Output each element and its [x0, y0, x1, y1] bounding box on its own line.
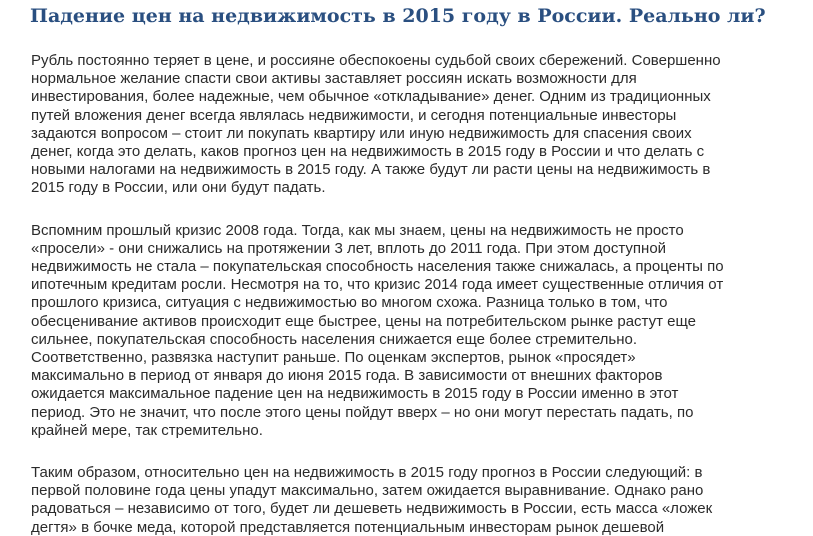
text-line: инвестирования, более надежные, чем обычное «откладывание» денег. Одним из традиционных [31, 88, 711, 106]
article-title: Падение цен на недвижимость в 2015 году в России. Реально ли? [30, 5, 766, 27]
text-line: задаются вопросом – стоит ли покупать квартиру или иную недвижимость для спасения своих [31, 124, 692, 142]
text-line: крайней мере, так стремительно. [31, 421, 263, 439]
text-line: дегтя» в бочке меда, которой представляется потенциальным инвесторам рынок дешевой [31, 518, 665, 536]
text-line: прошлого кризиса, ситуация с недвижимостью во многом схожа. Разница только в том, что [31, 294, 668, 312]
text-line: денег, когда это делать, каков прогноз цен на недвижимость в 2015 году в России и что делать с [31, 143, 705, 161]
text-line: новыми налогами на недвижимость в 2015 году. А также будут ли расти цены на недвижимость в [31, 161, 711, 179]
text-line: обесценивание активов происходит еще быстрее, цены на потребительском рынке растут еще [31, 312, 696, 330]
text-line: «просели» - они снижались на протяжении 3 лет, вплоть до 2011 года. При этом доступной [31, 239, 667, 257]
text-line: ожидается максимальное падение цен на недвижимость в 2015 году в России именно в этот [31, 385, 679, 403]
text-line: нормальное желание спасти свои активы заставляет россиян искать возможности для [31, 70, 637, 88]
paragraph-2 [31, 222, 801, 440]
text-line: Вспомним прошлый кризис 2008 года. Тогда, как мы знаем, цены на недвижимость не просто [31, 221, 684, 239]
text-line: период. Это не значит, что после этого цены пойдут вверх – но они могут перестать падать, по [31, 403, 694, 421]
text-line: путей вложения денег всегда являлась недвижимости, и сегодня потенциальные инвесторы [31, 106, 677, 124]
text-line: Соответственно, развязка наступит раньше. По оценкам экспертов, рынок «просядет» [31, 349, 636, 367]
text-line: Таким образом, относительно цен на недвижимость в 2015 году прогноз в России следующий: в [31, 464, 703, 482]
text-line: сильнее, покупательская способность населения снижается еще более стремительно. [31, 330, 638, 348]
text-line: 2015 году в России, или они будут падать. [31, 179, 326, 197]
text-line: ипотечным кредитам росли. Несмотря на то, что кризис 2014 года имеет существенные отличия от [31, 276, 724, 294]
paragraph-3 [31, 464, 801, 536]
text-line: первой половине года цены упадут максимально, затем ожидается выравнивание. Однако рано [31, 482, 704, 500]
text-line: Рубль постоянно теряет в цене, и россияне обеспокоены судьбой своих сбережений. Совершенно [31, 52, 721, 69]
paragraph-1 [31, 52, 801, 198]
text-line: максимально в период от января до июня 2015 года. В зависимости от внешних факторов [31, 367, 663, 385]
article-body [31, 52, 801, 536]
text-line: радоваться – независимо от того, будет ли дешеветь недвижимость в России, есть масса «ложек [31, 500, 713, 518]
text-line: недвижимость не стала – покупательская способность населения также снижалась, а проценты по [31, 258, 724, 276]
